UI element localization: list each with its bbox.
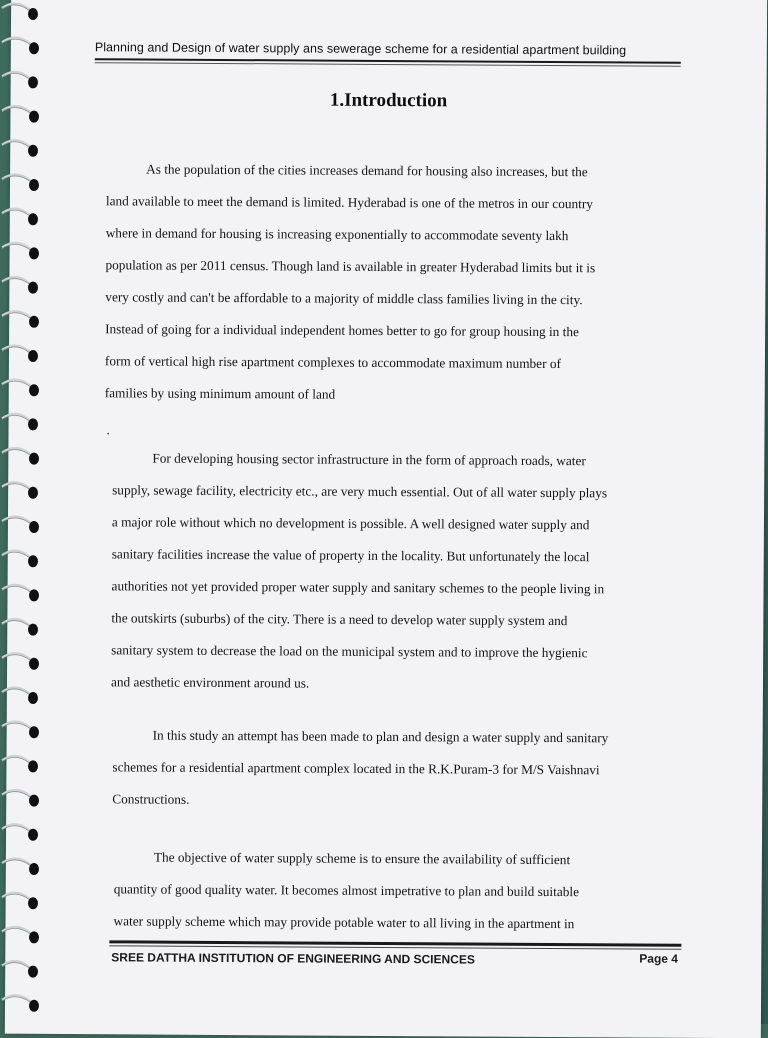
footer-institution: SREE DATTHA INSTITUTION OF ENGINEERING AND SCIENCES xyxy=(111,950,475,967)
text-line: In this study an attempt has been made to plan and design a water supply and sanitary xyxy=(152,727,609,746)
text-line: authorities not yet provided proper water supply and sanitary schemes to the people living in xyxy=(111,578,605,597)
text-line: a major role without which no development is possible. A well designed water supply and xyxy=(111,514,590,533)
paragraph-2 xyxy=(111,450,673,709)
binding-coil xyxy=(2,824,38,841)
binding-coil xyxy=(2,345,38,362)
text-line: As the population of the cities increases demand for housing also increases, but the xyxy=(146,161,588,180)
binding-coil xyxy=(2,448,39,465)
text-line: families by using minimum amount of land xyxy=(104,385,336,402)
binding-coil xyxy=(2,3,38,20)
text-line: sanitary facilities increase the value of property in the locality. But unfortunately the local xyxy=(111,546,590,565)
binding-coil xyxy=(2,277,38,294)
text-line: form of vertical high rise apartment complexes to accommodate maximum number of xyxy=(104,353,561,372)
binding-coil xyxy=(2,756,38,773)
binding-coil xyxy=(2,927,39,944)
footer-page-number: Page 4 xyxy=(639,951,679,966)
binding-coil xyxy=(2,482,38,499)
stray-mark: . xyxy=(106,422,110,438)
binding-coil xyxy=(2,72,38,89)
binding-coil xyxy=(2,311,39,328)
document-page xyxy=(5,0,767,1038)
binding-coil xyxy=(2,551,38,568)
text-line: where in demand for housing is increasing exponentially to accommodate seventy lakh xyxy=(105,225,569,244)
binding-coil xyxy=(2,585,39,602)
text-line: water supply scheme which may provide potable water to all living in the apartment in xyxy=(113,913,575,932)
text-line: quantity of good quality water. It becomes almost impetrative to plan and build suitable xyxy=(113,881,580,900)
text-line: Constructions. xyxy=(112,791,190,807)
binding-coil xyxy=(2,140,38,157)
binding-coil xyxy=(2,106,39,123)
binding-coil xyxy=(2,414,38,431)
text-line: very costly and can't be affordable to a majority of middle class families living in the city. xyxy=(105,289,583,308)
text-line: Instead of going for a individual independent homes better to go for group housing in the xyxy=(105,321,579,340)
text-line: sanitary system to decrease the load on the municipal system and to improve the hygienic xyxy=(111,642,588,661)
binding-coil xyxy=(2,174,39,191)
text-line: population as per 2011 census. Though land is available in greater Hyderabad limits but it is xyxy=(105,257,596,276)
binding-coil xyxy=(2,961,38,978)
binding-coil xyxy=(2,858,39,875)
paragraph-3 xyxy=(112,727,673,826)
paragraph-1 xyxy=(105,161,667,420)
binding-coil xyxy=(2,516,39,533)
text-line: supply, sewage facility, electricity etc., are very much essential. Out of all water supply plays xyxy=(112,482,608,501)
binding-coil xyxy=(2,893,38,910)
binding-coil xyxy=(2,995,39,1012)
binding-coil xyxy=(2,619,38,636)
text-line: For developing housing sector infrastructure in the form of approach roads, water xyxy=(152,450,586,469)
binding-coil xyxy=(2,243,39,260)
binding-coil xyxy=(2,38,39,55)
text-line: the outskirts (suburbs) of the city. There is a need to develop water supply system and xyxy=(111,610,568,629)
running-header: Planning and Design of water supply ans sewerage scheme for a residential apartment building xyxy=(94,40,627,58)
text-line: schemes for a residential apartment complex located in the R.K.Puram-3 for M/S Vaishnavi xyxy=(112,759,600,778)
binding-coil xyxy=(2,687,38,704)
text-line: The objective of water supply scheme is to ensure the availability of sufficient xyxy=(153,849,571,868)
binding-coil xyxy=(2,790,39,807)
binding-coil xyxy=(2,722,39,739)
spiral-binding xyxy=(0,0,60,1024)
binding-coil xyxy=(2,380,39,397)
text-line: land available to meet the demand is limited. Hyderabad is one of the metros in our country xyxy=(105,193,594,212)
paragraph-4 xyxy=(113,849,674,948)
section-title: 1.Introduction xyxy=(329,89,448,112)
binding-coil xyxy=(2,209,38,226)
text-line: and aesthetic environment around us. xyxy=(110,674,310,691)
binding-coil xyxy=(2,653,39,670)
